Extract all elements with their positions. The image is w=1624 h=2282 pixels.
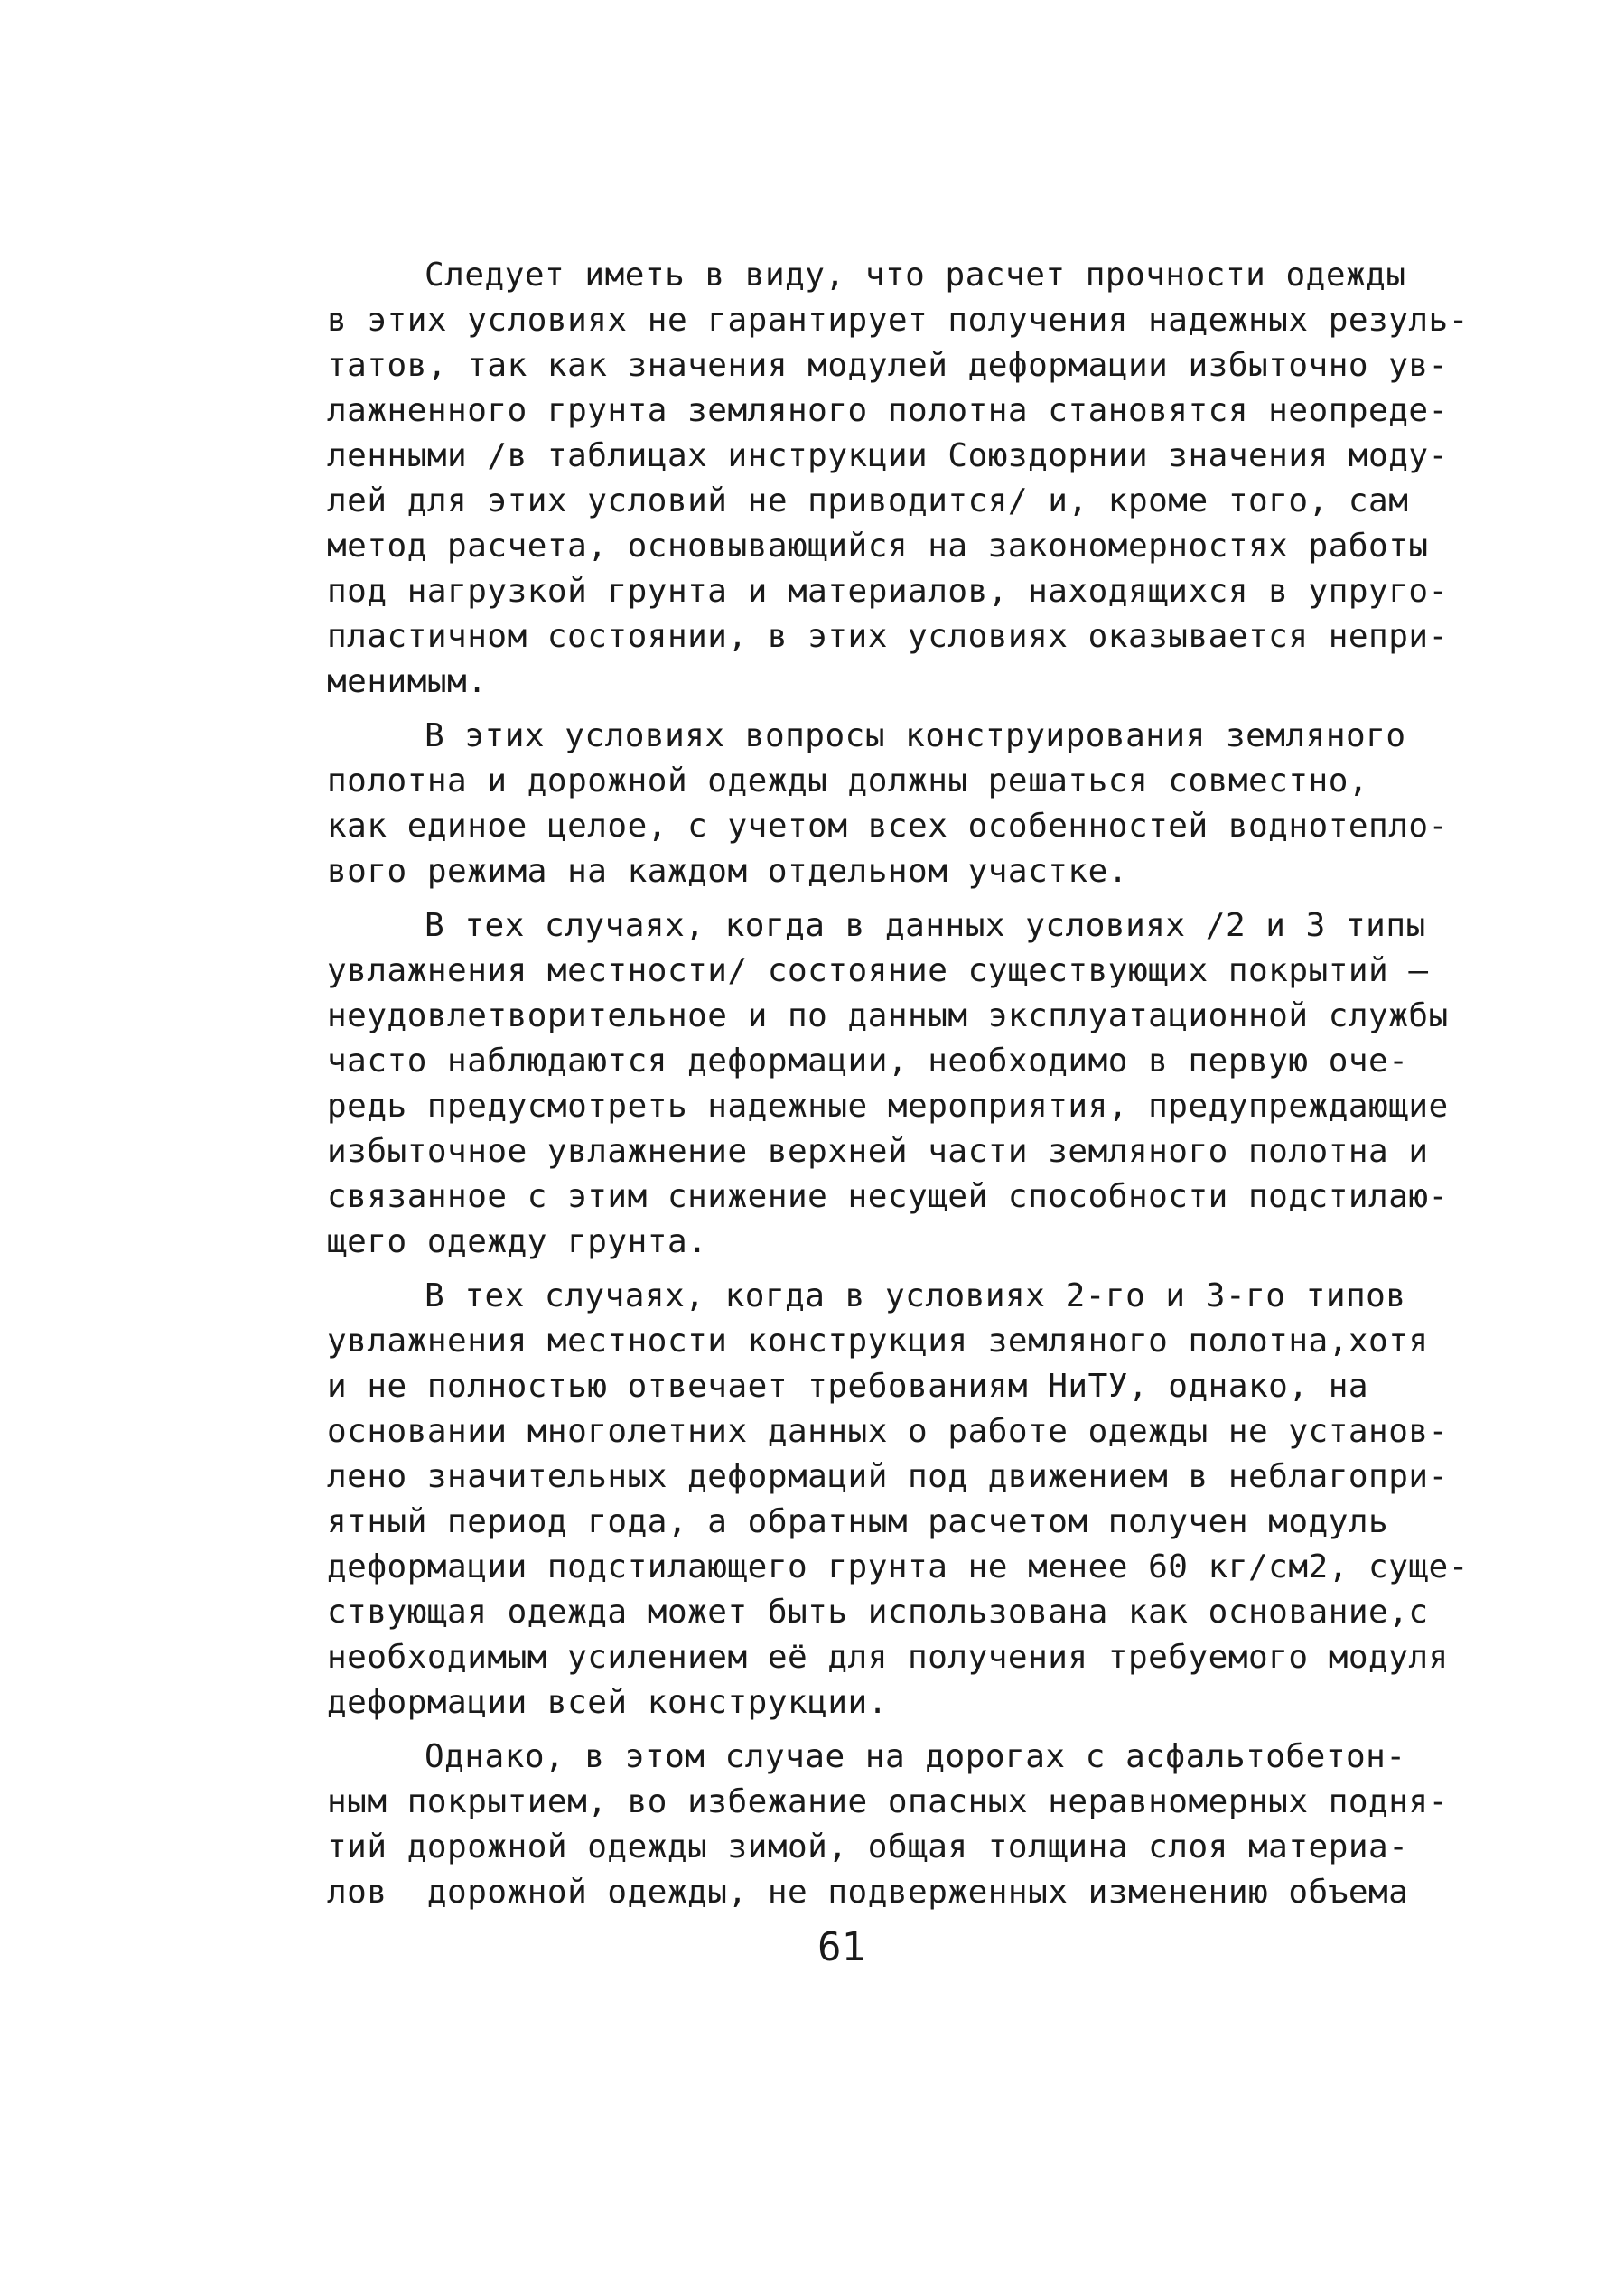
paragraph-1-line-2: в этих условиях не гарантирует получения надежных резуль- xyxy=(327,302,1469,339)
paragraph-4-line-9: необходимым усилением её для получения требуемого модуля xyxy=(327,1639,1449,1676)
paragraph-4-line-6: ятный период года, а обратным расчетом получен модуль xyxy=(327,1503,1389,1540)
paragraph-5-line-1: Однако, в этом случае на дорогах с асфальтобетон- xyxy=(425,1738,1406,1775)
paragraph-3-line-3: неудовлетворительное и по данным эксплуатационной службы xyxy=(327,997,1449,1034)
page-number: 61 xyxy=(817,1924,865,1970)
paragraph-3-line-6: избыточное увлажнение верхней части земляного полотна и xyxy=(327,1133,1429,1170)
paragraph-3-line-5: редь предусмотреть надежные мероприятия, предупреждающие xyxy=(327,1088,1449,1125)
paragraph-3-line-8: щего одежду грунта. xyxy=(327,1223,708,1260)
paragraph-4-line-4: основании многолетних данных о работе одежды не установ- xyxy=(327,1413,1449,1450)
paragraph-3-line-7: связанное с этим снижение несущей способности подстилаю- xyxy=(327,1178,1449,1215)
paragraph-4-line-7: деформации подстилающего грунта не менее 60 кг/см2, суще- xyxy=(327,1548,1469,1585)
paragraph-2-line-4: вого режима на каждом отдельном участке. xyxy=(327,853,1128,890)
paragraph-1-line-8: под нагрузкой грунта и материалов, находящихся в упруго- xyxy=(327,573,1449,610)
paragraph-4-line-10: деформации всей конструкции. xyxy=(327,1684,888,1721)
paragraph-5-line-4: лов дорожной одежды, не подверженных изменению объема xyxy=(327,1874,1409,1911)
paragraph-1-line-10: менимым. xyxy=(327,663,488,700)
paragraph-1-line-4: лажненного грунта земляного полотна становятся неопреде- xyxy=(327,392,1449,429)
paragraph-3-line-2: увлажнения местности/ состояние существующих покрытий – xyxy=(327,952,1429,989)
paragraph-2-line-3: как единое целое, с учетом всех особенностей воднотепло- xyxy=(327,808,1449,845)
paragraph-5-line-3: тий дорожной одежды зимой, общая толщина слоя материа- xyxy=(327,1828,1409,1866)
paragraph-1-line-1: Следует иметь в виду, что расчет прочности одежды xyxy=(425,257,1406,294)
paragraph-4-line-2: увлажнения местности конструкция земляного полотна,хотя xyxy=(327,1323,1429,1360)
paragraph-1-line-7: метод расчета, основывающийся на закономерностях работы xyxy=(327,528,1429,565)
paragraph-4-line-5: лено значительных деформаций под движением в неблагопри- xyxy=(327,1458,1449,1495)
paragraph-1-line-9: пластичном состоянии, в этих условиях оказывается непри- xyxy=(327,618,1449,655)
paragraph-3-line-1: В тех случаях, когда в данных условиях /2 и 3 типы xyxy=(425,907,1426,944)
paragraph-5-line-2: ным покрытием, во избежание опасных неравномерных подня- xyxy=(327,1783,1449,1820)
paragraph-1-line-5: ленными /в таблицах инструкции Союздорнии значения моду- xyxy=(327,437,1449,474)
paragraph-3-line-4: часто наблюдаются деформации, необходимо в первую оче- xyxy=(327,1043,1409,1080)
paragraph-4-line-1: В тех случаях, когда в условиях 2-го и 3-го типов xyxy=(425,1277,1406,1314)
paragraph-2-line-2: полотна и дорожной одежды должны решаться совместно, xyxy=(327,762,1369,800)
paragraph-4-line-8: ствующая одежда может быть использована как основание,с xyxy=(327,1594,1429,1631)
paragraph-4-line-3: и не полностью отвечает требованиям НиТУ, однако, на xyxy=(327,1368,1369,1405)
paragraph-2-line-1: В этих условиях вопросы конструирования земляного xyxy=(425,717,1406,754)
paragraph-1-line-6: лей для этих условий не приводится/ и, кроме того, сам xyxy=(327,482,1409,519)
paragraph-1-line-3: татов, так как значения модулей деформации избыточно ув- xyxy=(327,347,1449,384)
